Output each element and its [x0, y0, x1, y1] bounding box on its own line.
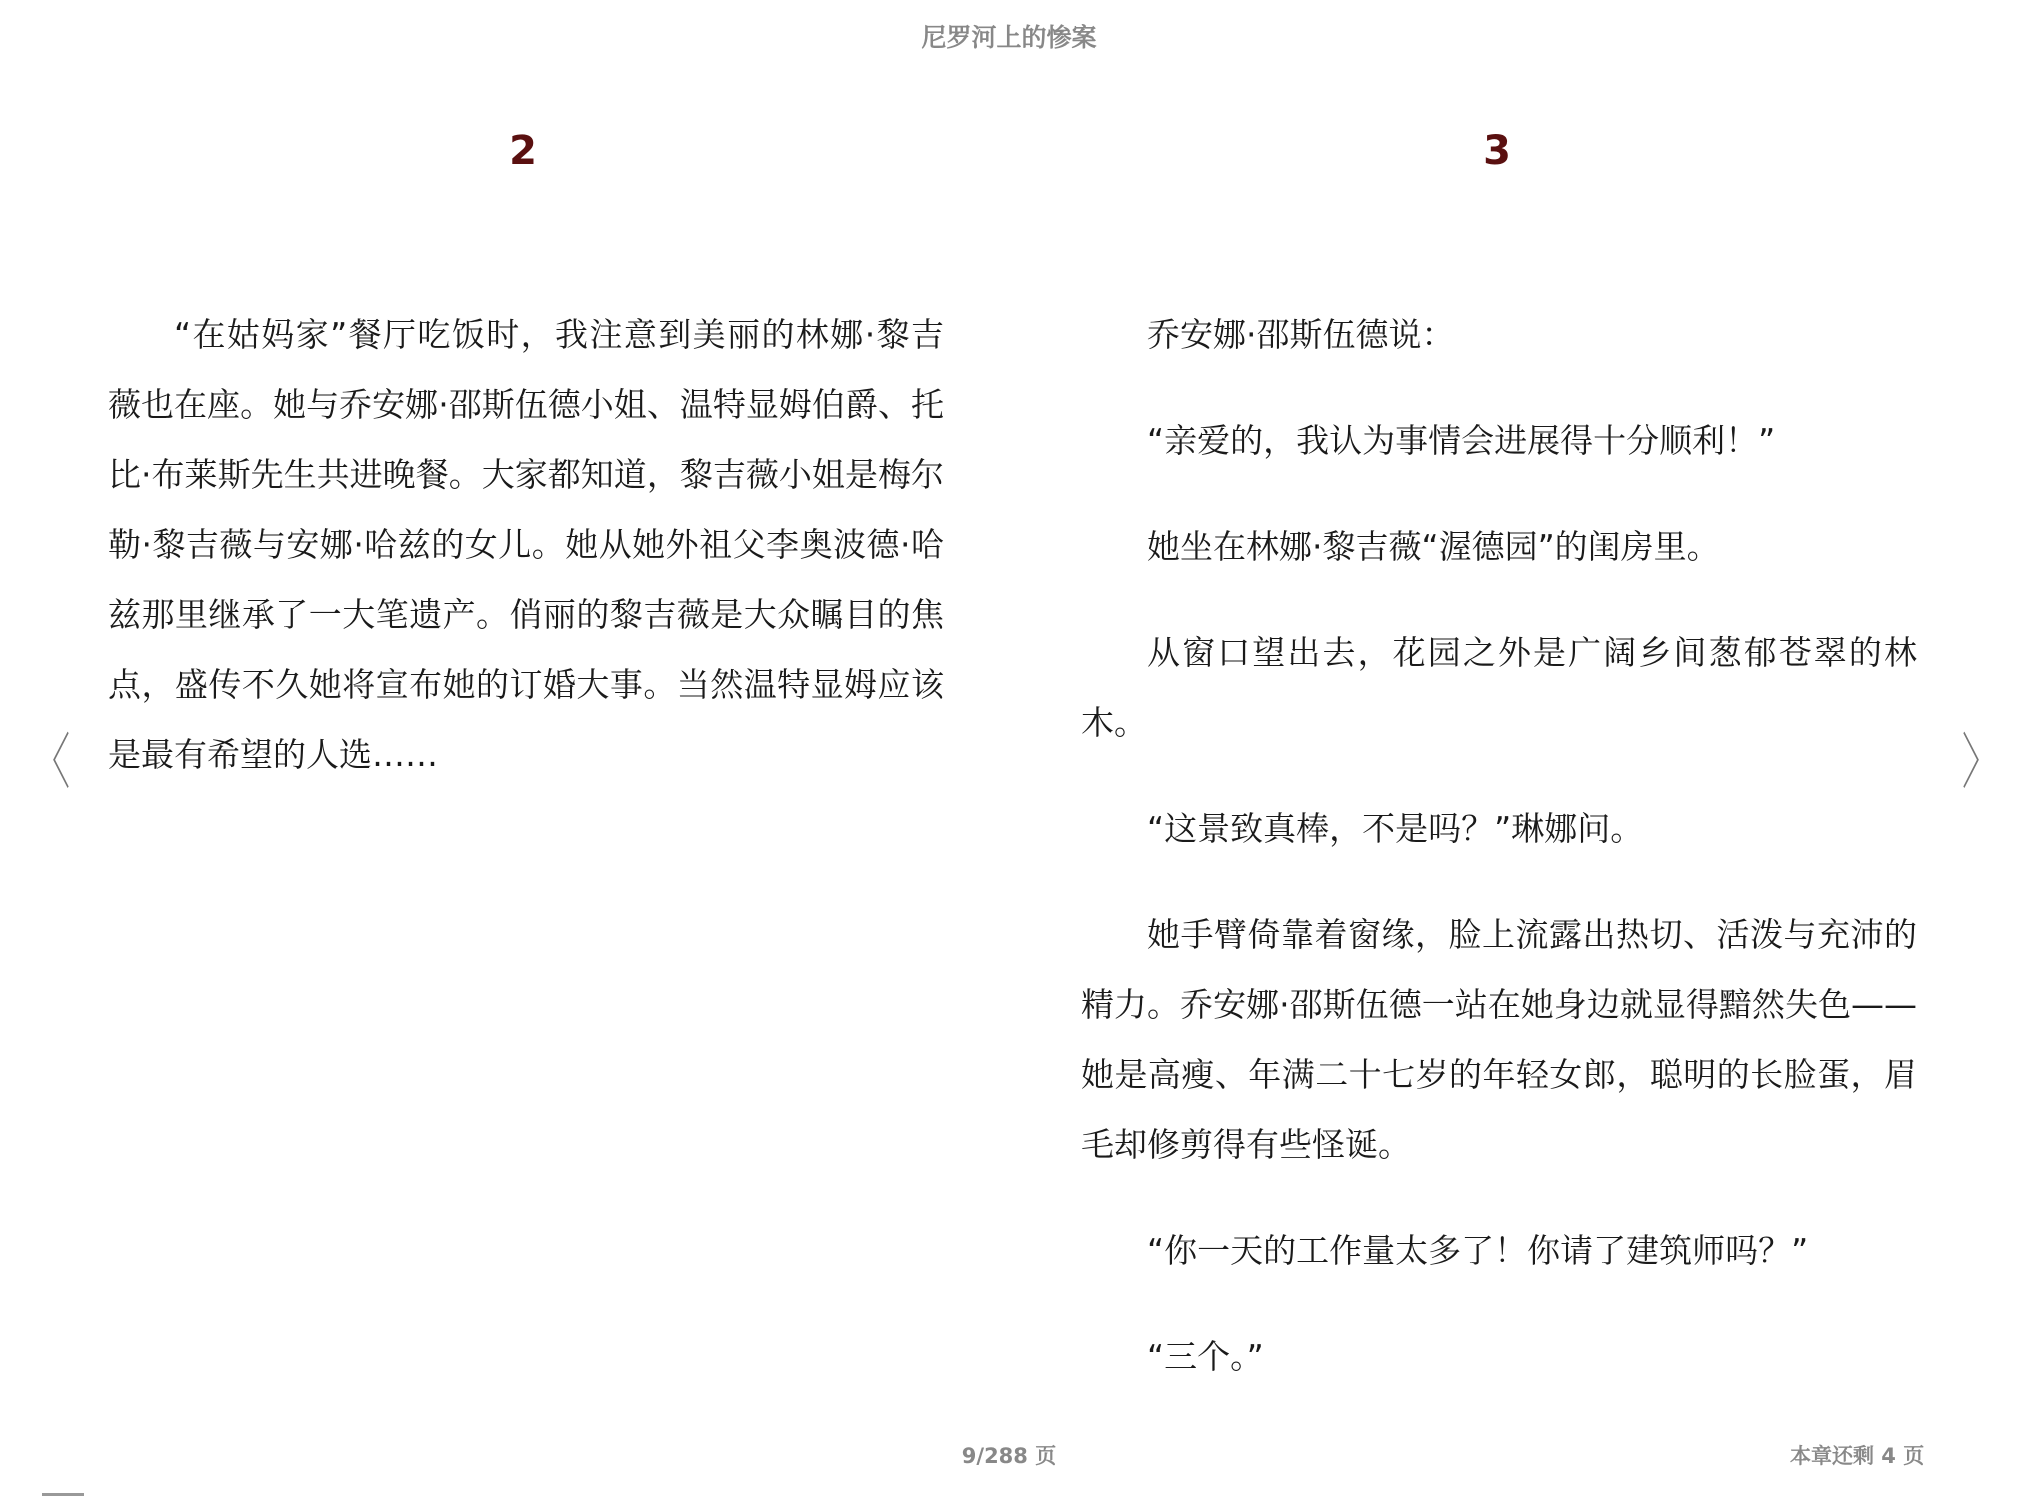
- book-title: 尼罗河上的惨案: [921, 23, 1097, 52]
- page-indicator: 9/288 页: [961, 1444, 1057, 1468]
- paragraph: 乔安娜·邵斯伍德说：: [1147, 315, 1455, 354]
- paragraph: “三个。”: [1147, 1337, 1264, 1376]
- chapter-number-right: 3: [1483, 128, 1511, 174]
- paragraph: “在姑妈家”餐厅吃饭时，我注意到美丽的林娜·黎吉薇也在座。她与乔安娜·邵斯伍德小姐、温特显姆伯爵、托比·布莱斯先生共进晚餐。大家都知道，黎吉薇小姐是梅尔勒·黎吉薇与安娜·哈兹的女儿。她从她外祖父李奥波德·哈兹那里继承了一大笔遗产。俏丽的黎吉薇是大众瞩目的焦点，盛传不久她将宣布她的订婚大事。当然温特显姆应该是最有希望的人选……: [108, 315, 944, 774]
- paragraph: “你一天的工作量太多了！你请了建筑师吗？”: [1147, 1231, 1809, 1270]
- paragraph: 从窗口望出去，花园之外是广阔乡间葱郁苍翠的林木。: [1081, 633, 1917, 742]
- paragraph: 她手臂倚靠着窗缘，脸上流露出热切、活泼与充沛的精力。乔安娜·邵斯伍德一站在她身边就显得黯然失色——她是高瘦、年满二十七岁的年轻女郎，聪明的长脸蛋，眉毛却修剪得有些怪诞。: [1081, 915, 1917, 1164]
- chapter-remaining: 本章还剩 4 页: [1790, 1444, 1925, 1468]
- chapter-number-left: 2: [509, 128, 537, 174]
- paragraph: “亲爱的，我认为事情会进展得十分顺利！”: [1147, 421, 1776, 460]
- prev-page-chevron-icon[interactable]: 〈: [34, 728, 70, 798]
- left-page-text: [108, 300, 944, 826]
- next-page-chevron-icon[interactable]: 〉: [1962, 728, 1998, 798]
- paragraph: “这景致真棒，不是吗？”琳娜问。: [1147, 809, 1644, 848]
- right-page-text: [1081, 300, 1917, 1428]
- paragraph: 她坐在林娜·黎吉薇“渥德园”的闺房里。: [1147, 527, 1720, 566]
